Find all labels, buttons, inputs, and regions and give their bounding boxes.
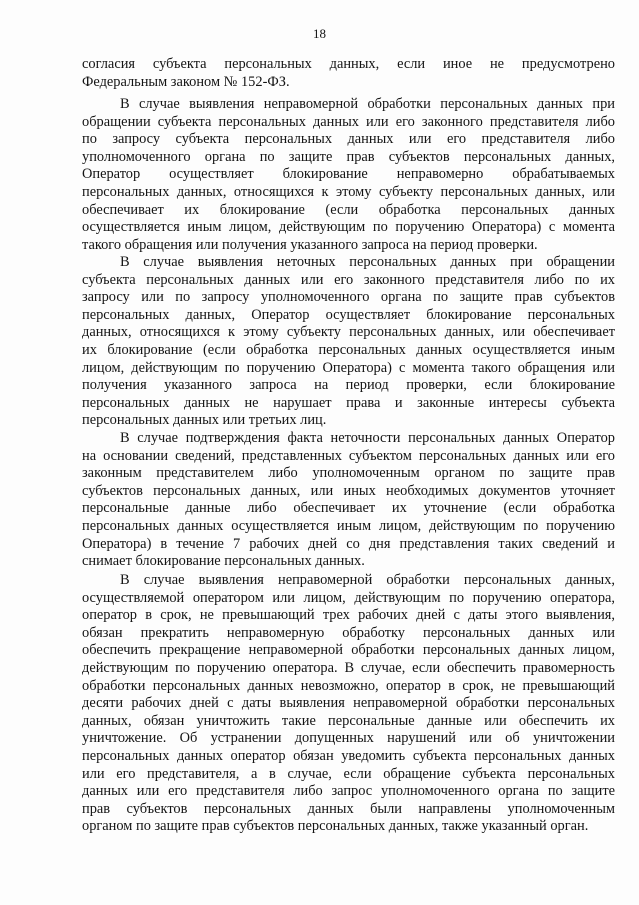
paragraph-line: В случае выявления неправомерной обработки персональных данных,: [120, 572, 615, 588]
paragraph-line: персональных данных не нарушает права и законные интересы субъекта: [82, 394, 615, 411]
paragraph-line: прав субъектов персональных данных были направлены уполномоченным: [82, 800, 615, 817]
paragraph: [82, 254, 615, 430]
paragraph-line: данных, относящихся к этому субъекту персональных данных, или обеспечивает: [82, 324, 615, 341]
paragraph-line: такого обращения или получения указанного запроса на период проверки.: [82, 236, 538, 253]
paragraph-line: по запросу субъекта персональных данных или его представителя либо: [82, 131, 615, 148]
paragraph-line: действующим по поручению оператора. В случае, если обеспечить правомерность: [82, 659, 615, 676]
paragraph-line: осуществляемой оператором или лицом, действующим по поручению оператора,: [82, 589, 615, 606]
paragraph-line: персональных данных, Оператор осуществляет блокирование персональных: [82, 306, 615, 323]
paragraph-line: уничтожение. Об устранении допущенных нарушений или об уничтожении: [82, 730, 615, 747]
paragraph-line: Оператора) в течение 7 рабочих дней со дня представления таких сведений и: [82, 535, 615, 552]
paragraph-line: субъектов персональных данных, или иных необходимых документов уточняет: [82, 482, 615, 499]
paragraph-line: персональных данных оператор обязан уведомить субъекта персональных данных: [82, 747, 615, 764]
paragraph-line: уполномоченного органа по защите прав субъектов персональных данных,: [82, 148, 615, 165]
paragraph-line: обеспечивает их блокирование (если обработка персональных данных: [82, 201, 615, 218]
paragraph-line: В случае выявления неточных персональных данных при обращении: [120, 254, 615, 270]
paragraph-line: данных или его представителя либо запрос уполномоченного органа по защите: [82, 783, 615, 800]
paragraph-line: снимает блокирование персональных данных.: [82, 553, 365, 570]
paragraph-line: законным представителем либо уполномоченным органом по защите прав: [82, 465, 615, 482]
paragraph-line: В случае подтверждения факта неточности персональных данных Оператор: [120, 430, 615, 446]
paragraph-line: персональных данных осуществляется иным лицом, действующим по поручению: [82, 517, 615, 534]
paragraph-line: персональных данных или третьих лиц.: [82, 412, 327, 429]
paragraph-line: персональных данных, относящихся к этому субъекту персональных данных, или: [82, 183, 615, 200]
paragraph-line: лицом, действующим по поручению Оператора) с момента такого обращения или: [82, 359, 615, 376]
paragraph-line: согласия субъекта персональных данных, если иное не предусмотрено: [82, 56, 615, 72]
paragraph-line: обязан прекратить неправомерную обработку персональных данных или: [82, 624, 615, 641]
paragraph-line: обработки персональных данных невозможно, оператор в срок, не превышающий: [82, 677, 615, 694]
paragraph-line: персональные данные либо обеспечивает их уточнение (если обработка: [82, 500, 615, 517]
paragraph-line: обращении субъекта персональных данных или его законного представителя либо: [82, 113, 615, 130]
paragraph-line: оператор в срок, не превышающий трех рабочих дней с даты этого выявления,: [82, 607, 615, 624]
paragraph-line: получения указанного запроса на период проверки, если блокирование: [82, 377, 615, 394]
paragraph-line: субъекта персональных данных или его законного представителя либо по их: [82, 271, 615, 288]
paragraph-line: данных, обязан уничтожить такие персональные данные или обеспечить их: [82, 712, 615, 729]
paragraph-line: Оператор осуществляет блокирование неправомерно обрабатываемых: [82, 166, 615, 183]
paragraph-line: обеспечить прекращение неправомерной обработки персональных данных лицом,: [82, 642, 615, 659]
paragraph-line: на основании сведений, представленных субъектом персональных данных или его: [82, 447, 615, 464]
paragraph-line: Федеральным законом № 152-ФЗ.: [82, 73, 290, 90]
paragraph: [82, 96, 615, 254]
paragraph: [82, 430, 615, 571]
paragraph-line: органом по защите прав субъектов персональных данных, также указанный орган.: [82, 818, 589, 835]
paragraph-line: их блокирование (если обработка персональных данных осуществляется иным: [82, 341, 615, 358]
paragraph-line: запросу или по запросу уполномоченного органа по защите прав субъектов: [82, 289, 615, 306]
page-number: 18: [313, 26, 326, 41]
paragraph-line: осуществляется иным лицом, действующим по поручению Оператора) с момента: [82, 219, 615, 236]
paragraph-line: или его представителя, а в случае, если обращение субъекта персональных: [82, 765, 615, 782]
paragraph-line: десяти рабочих дней с даты выявления неправомерной обработки персональных: [82, 695, 615, 712]
paragraph-line: В случае выявления неправомерной обработки персональных данных при: [120, 96, 615, 112]
paragraph: [82, 572, 615, 836]
paragraph: [82, 56, 615, 91]
